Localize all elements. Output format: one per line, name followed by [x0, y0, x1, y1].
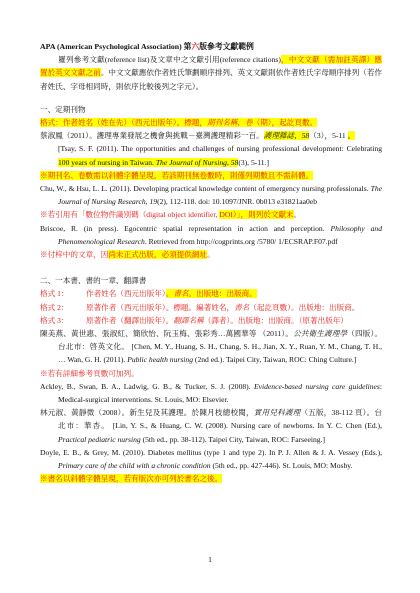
intro-paragraph	[40, 53, 382, 93]
text-run: （起訖頁數）。出版地：出版商。	[249, 302, 360, 312]
text-run: 。	[165, 289, 174, 299]
text-run: ※期刊名、卷數需以斜體字體呈現，若該期刊無卷數時，則僅列期數且不需斜體。	[40, 170, 314, 180]
text-run: (2), 112-118. doi: 10.1097/JNR. 0b013 e31821aa0eb	[157, 197, 318, 207]
section-heading-books: 二、一本書、書的一章、翻譯書	[40, 276, 147, 286]
text-run: Ackley, B., Swan, B. A., Ladwig, G. B., & Tucker, S. J. (2008).	[40, 381, 254, 391]
text-run: 100 years of nursing in Taiwan.	[58, 157, 156, 167]
format-text	[86, 303, 359, 312]
format-template	[40, 287, 382, 300]
reference-entry	[40, 406, 382, 446]
text-run: 書名	[234, 302, 250, 312]
text-run: 格式：作者姓名（姓在先）（西元出版年）。標題，	[40, 118, 208, 128]
text-run: ※若引用有「數位物件識別碼（digital object identifier,	[40, 210, 220, 220]
text-run: [Tsay, S. F. (2011). The opportunities and challenges of nursing professional development: Celebrating	[58, 144, 382, 154]
text-run: （3），5-11	[309, 131, 348, 141]
text-run: Chu, W., & Hsu, L. L. (2011). Developing practical knowledge content of emergency nursing professionals.	[40, 184, 371, 194]
text-run: （四版）。台北市：啓英文化。 [Chen, M. Y., Huang, S. H., Chang, S. H., Jian, X. Y., Ruan, Y. M., Chang, T. H., … Wan, G. H. (2011).	[58, 329, 383, 365]
text-run: Primary care of the child with a chronic condition	[58, 461, 211, 471]
text-run: ，中文文獻（需加註英譯）應置於英文文獻之前	[40, 55, 382, 78]
text-run: 。	[207, 250, 215, 260]
format-label: 格式 1：	[40, 289, 69, 299]
text-run: ※付梓中的文章，因	[40, 250, 109, 260]
text-run: . Retrieved from http://cogprints.org /5780/ 1/ECSRAP.F07.pdf	[144, 236, 338, 246]
text-run: 護理雜誌，58	[263, 131, 310, 141]
text-run: （五版，38-112 頁）。台北市：華杏。 [Lin, Y. S., & Huang, C. W. (2008). Nursing care of newborns. In Y. C. Chen (Ed.),	[58, 408, 382, 431]
text-run: Doyle, E. B., & Grey, M. (2010). Diabetes mellitus (type 1 and type 2). In P. J. Allen & J. A. Vessey (Eds.),	[40, 447, 382, 457]
text-run: 期刊名稱，卷	[207, 118, 253, 128]
text-run: The Journal of Nursing, 58	[155, 157, 239, 167]
reference-entry	[40, 222, 382, 248]
reference-entry	[40, 327, 382, 367]
note-book-title-italic	[40, 472, 382, 485]
text-run: 陳美燕、黃世惠、張淑紅、簡欣怡、阮玉梅、張彩秀…萬國華等 （2011）。	[40, 329, 294, 339]
note-in-press	[40, 248, 382, 261]
text-run: 書名	[173, 289, 189, 299]
text-run: ※書名以斜體字體呈現，若有版次亦可列於書名之後。	[40, 474, 223, 484]
text-run: (3), 5-11.]	[238, 157, 270, 167]
text-run: 。出版地：出版商。	[188, 289, 257, 299]
text-run: Briscoe, R. (in press). Egocentric spatial representation in action and perception.	[40, 223, 331, 233]
text-run: 實用兒科護理	[253, 408, 301, 418]
format-template	[40, 314, 382, 327]
text-run: （期），起訖頁數。	[252, 118, 318, 128]
format-text	[86, 289, 257, 298]
text-run: （譯者）。出版地：出版商。（原著出版年）	[203, 315, 348, 325]
note-italic-volume	[40, 169, 382, 182]
text-run: 尚未正式出版，必須提供網址	[108, 250, 208, 260]
text-run: : Medical-surgical interventions. St. Louis, MO: Elsevier.	[58, 381, 382, 405]
text-run: 作者姓名（西元出版年）	[86, 289, 166, 299]
text-run: 。	[293, 210, 302, 220]
format-label: 格式 3：	[40, 315, 69, 325]
text-run: 蔡淑鳳（2011）。護理專業發展之機會與挑戰－臺灣護理精彩一百。	[40, 131, 264, 141]
text-run: Public health nursing	[127, 355, 194, 365]
text-run: DOI）」，則列於文獻末	[219, 210, 294, 220]
format-label: 格式 2：	[40, 302, 69, 312]
text-run: 六	[191, 42, 200, 51]
text-run: 版參考文獻範例	[199, 42, 254, 51]
reference-entry	[40, 182, 382, 208]
format-template	[40, 301, 382, 314]
text-run: 原著作者（西元出版年）。標題。編著姓名，	[86, 302, 235, 312]
text-run: (2nd ed.). Taipei City, Taiwan, ROC: Ching Culture.]	[193, 355, 357, 365]
note-page-range	[40, 367, 382, 380]
page-number: 1	[208, 555, 212, 564]
text-run: Practical pediatric nursing	[58, 434, 141, 444]
text-run: (5th ed., pp. 38-112). Taipei City, Taiwan, ROC: Farseeing.]	[140, 434, 326, 444]
section-heading-periodicals: 一、定期刊物	[40, 104, 86, 114]
format-text	[86, 316, 348, 325]
text-run: ※若有詳細參考頁數可加列。	[40, 368, 139, 378]
reference-entry	[40, 129, 382, 142]
page-title	[40, 40, 382, 53]
reference-translation	[40, 142, 382, 168]
text-run: 林元淑、黃靜微（2008）。新生兒及其護理。於陳月枝總校閱，	[40, 408, 254, 418]
format-periodicals	[40, 116, 382, 129]
text-run: Philosophy and Phenomenological Research	[58, 223, 382, 246]
text-run: 羅列參考文獻(reference list)及文章中之文獻引用(reference citations)	[58, 55, 281, 65]
text-run: 原著作者（翻譯出版年）。	[86, 315, 174, 325]
text-run: 翻譯名稱	[173, 315, 204, 325]
reference-entry	[40, 380, 382, 406]
text-run: Evidence-based nursing care guidelines	[253, 381, 380, 391]
reference-entry	[40, 446, 382, 472]
text-run: APA (American Psychological Association) 第	[40, 42, 192, 51]
text-run: 。中文文獻應依作者姓氏筆劃順序排列、英文文獻則依作者姓氏字母順序排列（若作者姓氏、字母相同時，則依序比較後列之字元）。	[40, 68, 383, 91]
text-run: 。	[347, 131, 356, 141]
text-run: 公共衛生護理學	[293, 329, 348, 339]
text-run: (5th ed., pp. 427-446). St. Louis, MO: Mosby.	[210, 461, 353, 471]
note-doi	[40, 208, 382, 221]
document-body	[40, 40, 382, 486]
text-run: The Journal of Nursing Research, 19	[58, 184, 382, 207]
